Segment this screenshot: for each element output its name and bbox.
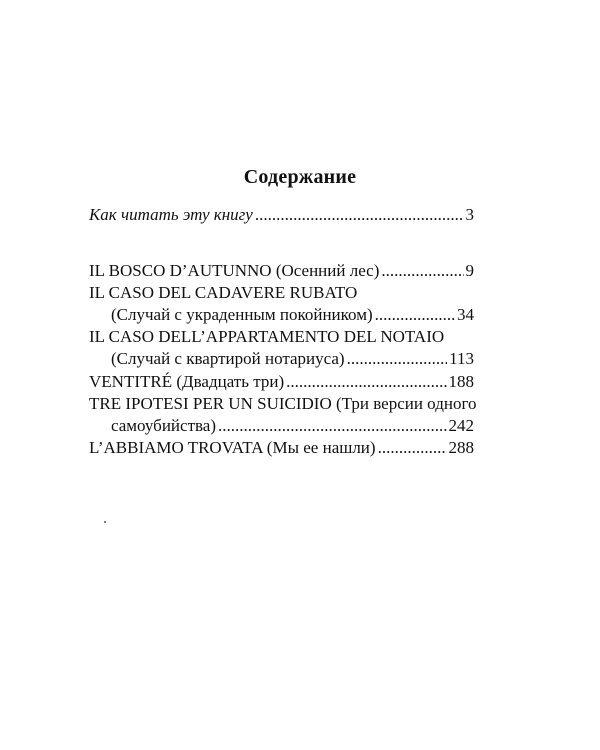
toc-entry bbox=[89, 437, 474, 459]
toc-entry-subtitle: (Случай с квартирой нотариуса) bbox=[111, 349, 345, 368]
dot-leader bbox=[347, 348, 448, 370]
toc-entry-title: Как читать эту книгу bbox=[89, 205, 253, 224]
toc-entry bbox=[111, 304, 474, 326]
toc-entry-subtitle: (Случай с украденным покойником) bbox=[111, 305, 373, 324]
toc-entry bbox=[89, 204, 474, 226]
toc-entry-title: IL CASO DELL’APPARTAMENTO DEL NOTAIO bbox=[89, 327, 445, 346]
toc-entry-title: VENTITRÉ (Двадцать три) bbox=[89, 372, 285, 391]
toc-entry-page: 188 bbox=[448, 372, 474, 391]
dot-leader bbox=[378, 437, 447, 459]
toc-entry-page: 113 bbox=[449, 349, 474, 368]
dot-leader bbox=[218, 415, 446, 437]
page-title: Содержание bbox=[243, 166, 357, 188]
dot-leader bbox=[375, 304, 455, 326]
toc-entry-page: 9 bbox=[465, 261, 474, 280]
dot-leader bbox=[381, 260, 463, 282]
toc-entry bbox=[111, 348, 474, 370]
toc-entry-subtitle: самоубийства) bbox=[111, 416, 217, 435]
dot-leader bbox=[286, 371, 446, 393]
toc-entry bbox=[89, 371, 474, 393]
toc-entry-title: L’ABBIAMO TROVATA (Мы ее нашли) bbox=[89, 438, 376, 457]
toc-entry bbox=[89, 260, 474, 282]
dot-leader bbox=[255, 204, 464, 226]
toc-entry bbox=[111, 415, 474, 437]
toc-entry-page: 242 bbox=[448, 416, 474, 435]
toc-entry-title: IL CASO DEL CADAVERE RUBATO bbox=[89, 283, 358, 302]
toc-entry-title: IL BOSCO D’AUTUNNO (Осенний лес) bbox=[89, 261, 380, 280]
toc-entry-page: 3 bbox=[465, 205, 474, 224]
toc-entry-page: 288 bbox=[448, 438, 474, 457]
toc-entry-title: TRE IPOTESI PER UN SUICIDIO (Три версии одного bbox=[89, 394, 477, 413]
toc-entry-page: 34 bbox=[457, 305, 474, 324]
print-speck bbox=[104, 521, 106, 523]
